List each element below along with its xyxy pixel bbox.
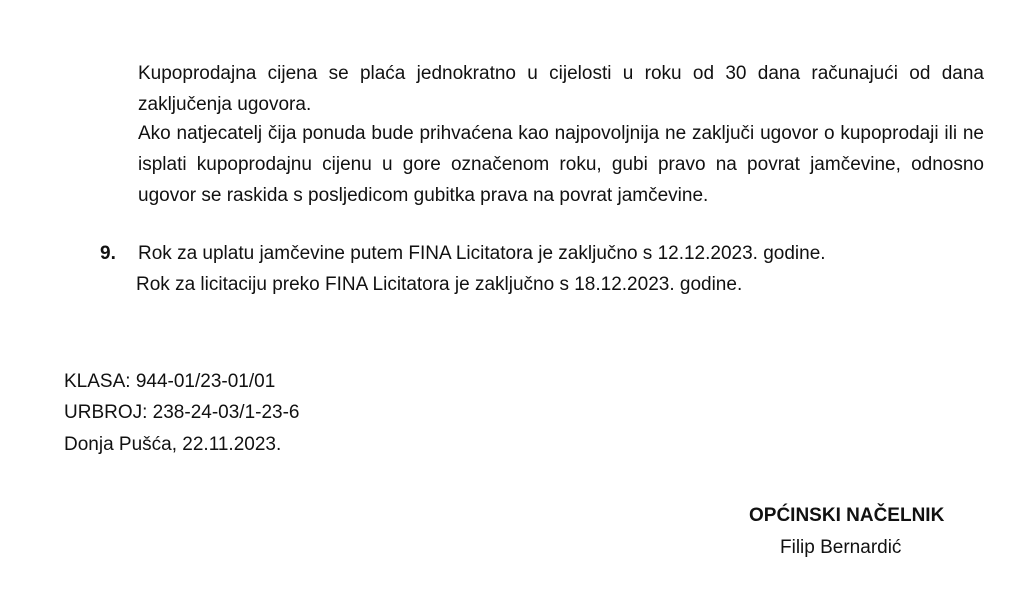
signature-name: Filip Bernardić — [780, 537, 902, 558]
paragraph-deposit-forfeit: Ako natjecatelj čija ponuda bude prihvaćena kao najpovoljnija ne zaključi ugovor o kupoprodaji ili ne isplati kupoprodajnu cijenu u gore označenom roku, gubi pravo na povrat jamčevine, odnosno ugovor se raskida s posljedicom gubitka prava na povrat jamčevine. — [138, 123, 984, 206]
klasa-reference: KLASA: 944-01/23-01/01 — [64, 371, 276, 392]
list-item-number: 9. — [100, 243, 116, 264]
deposit-deadline-text: Rok za uplatu jamčevine putem FINA Licitatora je zaključno s 12.12.2023. godine. — [138, 243, 826, 264]
auction-deadline-text: Rok za licitaciju preko FINA Licitatora je zaključno s 18.12.2023. godine. — [136, 274, 743, 295]
signature-title: OPĆINSKI NAČELNIK — [749, 505, 945, 526]
paragraph-payment-terms: Kupoprodajna cijena se plaća jednokratno u cijelosti u roku od 30 dana računajući od dana zaključenja ugovora. — [138, 63, 984, 115]
urbroj-reference: URBROJ: 238-24-03/1-23-6 — [64, 402, 300, 423]
place-and-date: Donja Pušća, 22.11.2023. — [64, 434, 282, 455]
